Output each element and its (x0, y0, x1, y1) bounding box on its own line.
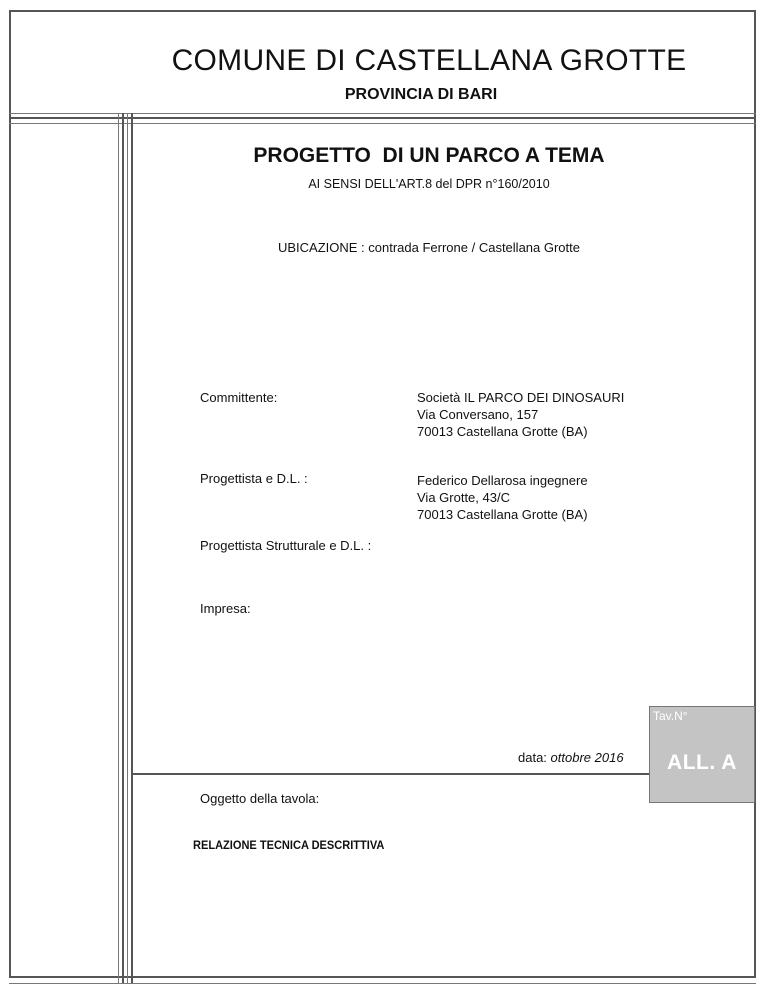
tav-box (649, 706, 755, 803)
progettista-name: Federico Dellarosa ingegnere (417, 473, 588, 488)
committente-name: Società IL PARCO DEI DINOSAURI (417, 390, 625, 405)
impresa-label: Impresa: (200, 601, 251, 616)
frame-bottom-outer (9, 983, 756, 984)
progettista-label: Progettista e D.L. : (200, 471, 308, 486)
progettista-address: Via Grotte, 43/C (417, 490, 510, 505)
legal-reference: AI SENSI DELL'ART.8 del DPR n°160/2010 (308, 177, 550, 191)
tav-number: ALL. A (667, 751, 737, 774)
subject-label: Oggetto della tavola: (200, 791, 320, 806)
subject-value: RELAZIONE TECNICA DESCRITTIVA (193, 838, 385, 852)
date (518, 750, 624, 765)
location: UBICAZIONE : contrada Ferrone / Castellana Grotte (277, 240, 580, 255)
date-value: ottobre 2016 (550, 750, 624, 765)
project-title: PROGETTO DI UN PARCO A TEMA (253, 144, 605, 167)
committente-address: Via Conversano, 157 (417, 407, 539, 422)
committente-label: Committente: (200, 390, 278, 405)
frame-top (9, 10, 755, 12)
committente-details (417, 389, 624, 440)
progettista-details (417, 472, 588, 523)
tav-label: Tav.N° (653, 709, 688, 723)
progettista-city: 70013 Castellana Grotte (BA) (417, 507, 588, 522)
strutturale-label: Progettista Strutturale e D.L. : (200, 538, 372, 553)
date-label: data: (518, 750, 547, 765)
committente-city: 70013 Castellana Grotte (BA) (417, 424, 588, 439)
municipality-title: COMUNE DI CASTELLANA GROTTE (171, 44, 687, 77)
footer-rule (131, 773, 649, 775)
province-subtitle: PROVINCIA DI BARI (344, 86, 498, 103)
